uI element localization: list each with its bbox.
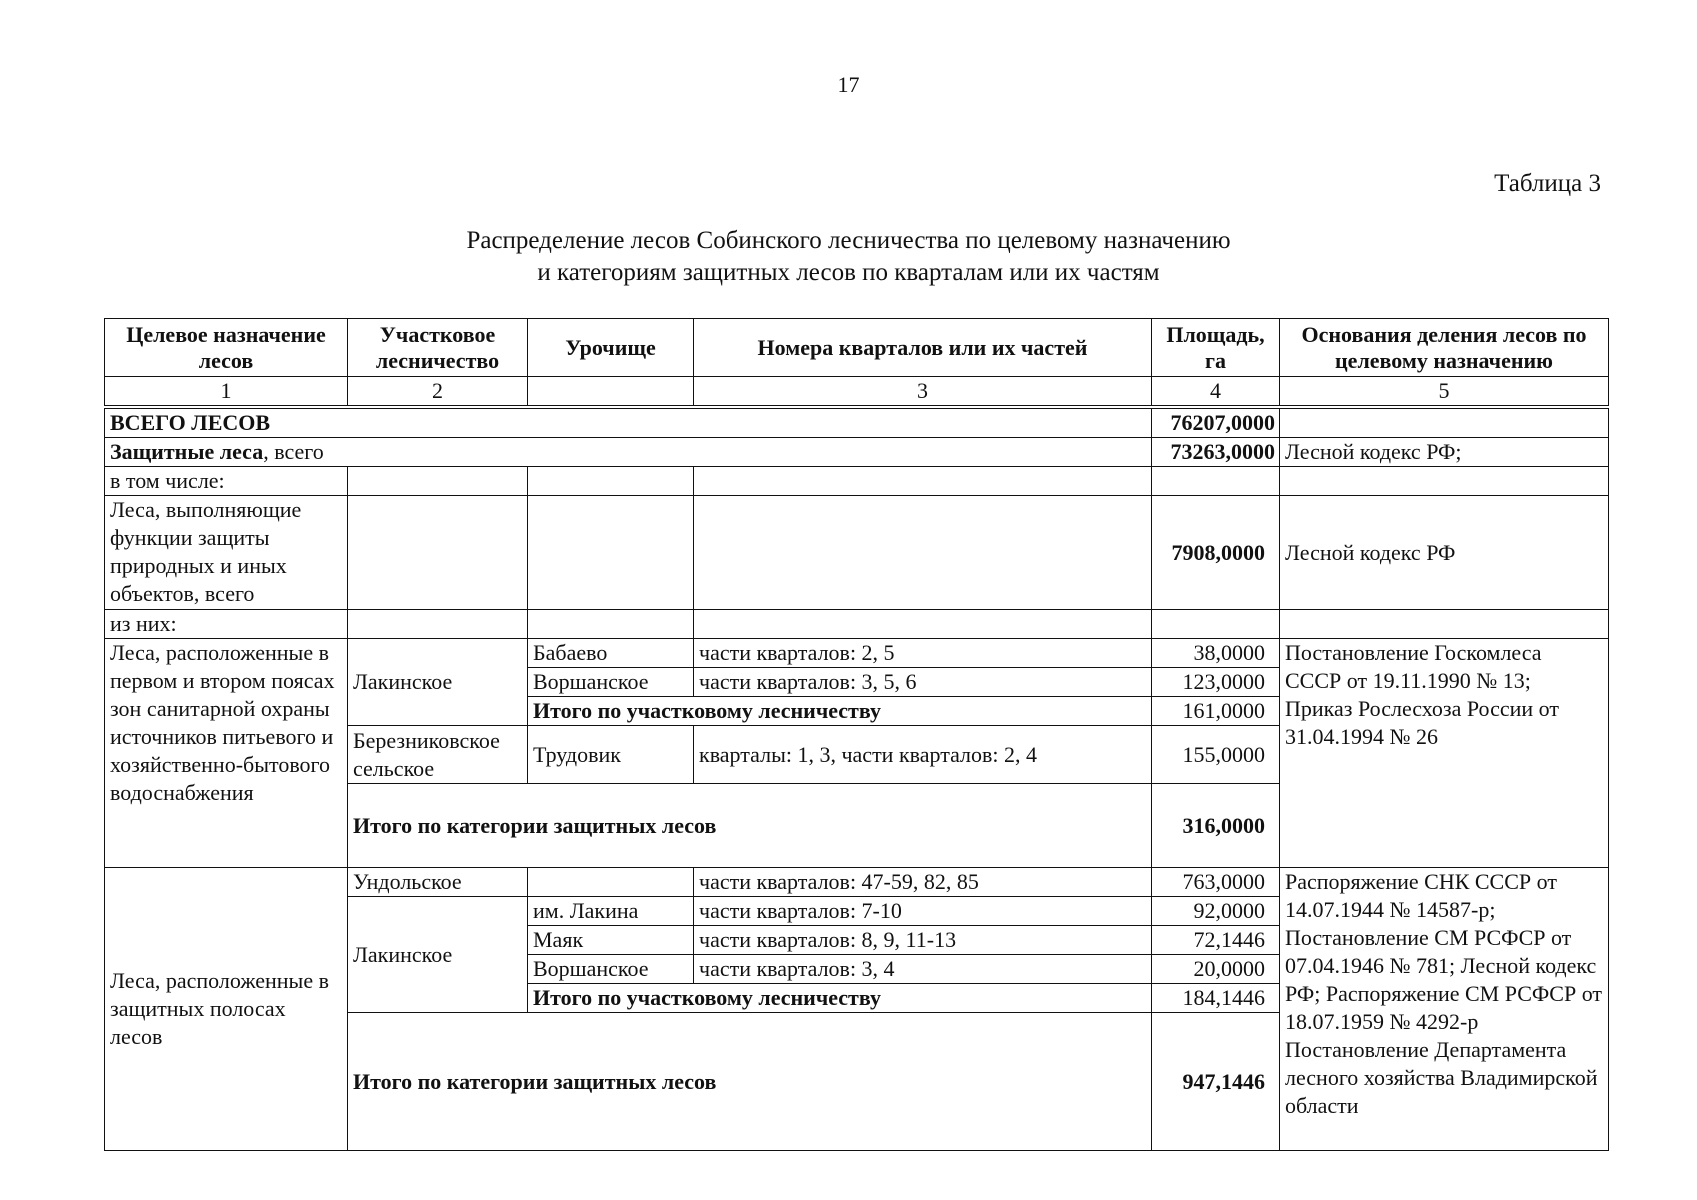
table-row xyxy=(105,868,1609,897)
empty-cell xyxy=(1152,467,1280,496)
protective-area: 73263,0000 xyxy=(1152,438,1280,467)
tract-cell: Трудовик xyxy=(528,726,694,784)
tract-cell: Воршанское xyxy=(528,668,694,697)
tract-cell: Воршанское xyxy=(528,955,694,984)
empty-cell xyxy=(528,496,694,610)
quarters-cell: кварталы: 1, 3, части кварталов: 2, 4 xyxy=(694,726,1152,784)
area-cell: 20,0000 xyxy=(1152,955,1280,984)
belts-label: Леса, расположенные в защитных полосах лесов xyxy=(105,868,348,1151)
document-title xyxy=(0,225,1697,289)
protective-label-bold: Защитные леса xyxy=(110,439,264,464)
total-basis xyxy=(1280,407,1609,438)
quarters-cell: части кварталов: 47-59, 82, 85 xyxy=(694,868,1152,897)
area-cell: 155,0000 xyxy=(1152,726,1280,784)
sanitary-district-2: Березниковское сельское xyxy=(348,726,528,784)
empty-cell xyxy=(528,610,694,639)
including-row xyxy=(105,467,1609,496)
quarters-cell: части кварталов: 8, 9, 11-13 xyxy=(694,926,1152,955)
header-quarters: Номера кварталов или их частей xyxy=(694,319,1152,377)
belts-category-total-area: 947,1446 xyxy=(1152,1013,1280,1151)
sanitary-district-1: Лакинское xyxy=(348,639,528,726)
quarters-cell: части кварталов: 2, 5 xyxy=(694,639,1152,668)
area-cell: 123,0000 xyxy=(1152,668,1280,697)
title-line-2: и категориям защитных лесов по кварталам или их частям xyxy=(537,259,1160,286)
empty-cell xyxy=(528,467,694,496)
tract-cell: Маяк xyxy=(528,926,694,955)
belts-basis: Распоряжение СНК СССР от 14.07.1944 № 14587-р; Постановление СМ РСФСР от 07.04.1946 № 781; Лесной кодекс РФ; Распоряжение СМ РСФСР от 18.07.1959 № 4292-р Постановление Департамента лесного хозяйства Владимирской области xyxy=(1280,868,1609,1151)
belts-district-1: Ундольское xyxy=(348,868,528,897)
title-line-1: Распределение лесов Собинского лесничества по целевому назначению xyxy=(466,227,1231,254)
col-number-empty xyxy=(528,377,694,408)
col-number-5: 5 xyxy=(1280,377,1609,408)
empty-cell xyxy=(694,467,1152,496)
functions-basis: Лесной кодекс РФ xyxy=(1280,496,1609,610)
including-label: в том числе: xyxy=(105,467,348,496)
total-row xyxy=(105,407,1609,438)
table-row xyxy=(105,639,1609,668)
empty-cell xyxy=(1280,467,1609,496)
protective-label-rest: , всего xyxy=(263,439,324,464)
sanitary-basis: Постановление Госкомлеса СССР от 19.11.1990 № 13; Приказ Рослесхоза России от 31.04.1994 № 26 xyxy=(1280,639,1609,868)
header-district: Участковое лесничество xyxy=(348,319,528,377)
of-them-row xyxy=(105,610,1609,639)
header-basis: Основания деления лесов по целевому назначению xyxy=(1280,319,1609,377)
quarters-cell: части кварталов: 7-10 xyxy=(694,897,1152,926)
protective-basis: Лесной кодекс РФ; xyxy=(1280,438,1609,467)
area-cell: 72,1446 xyxy=(1152,926,1280,955)
quarters-cell: части кварталов: 3, 4 xyxy=(694,955,1152,984)
of-them-label: из них: xyxy=(105,610,348,639)
sanitary-category-total-label: Итого по категории защитных лесов xyxy=(348,784,1152,868)
table-label: Таблица 3 xyxy=(1494,170,1601,197)
functions-row xyxy=(105,496,1609,610)
col-number-2: 2 xyxy=(348,377,528,408)
protective-row xyxy=(105,438,1609,467)
functions-area: 7908,0000 xyxy=(1152,496,1280,610)
total-area: 76207,0000 xyxy=(1152,407,1280,438)
column-number-row xyxy=(105,377,1609,408)
col-number-3: 3 xyxy=(694,377,1152,408)
belts-subtotal-area: 184,1446 xyxy=(1152,984,1280,1013)
header-row xyxy=(105,319,1609,377)
forest-distribution-table xyxy=(104,318,1609,1151)
empty-cell xyxy=(1152,610,1280,639)
quarters-cell: части кварталов: 3, 5, 6 xyxy=(694,668,1152,697)
empty-cell xyxy=(694,496,1152,610)
col-number-1: 1 xyxy=(105,377,348,408)
empty-cell xyxy=(348,467,528,496)
tract-cell: им. Лакина xyxy=(528,897,694,926)
page-number: 17 xyxy=(837,72,860,97)
empty-cell xyxy=(528,868,694,897)
sanitary-subtotal-area: 161,0000 xyxy=(1152,697,1280,726)
tract-cell: Бабаево xyxy=(528,639,694,668)
belts-subtotal-label: Итого по участковому лесничеству xyxy=(528,984,1152,1013)
empty-cell xyxy=(348,496,528,610)
header-tract: Урочище xyxy=(528,319,694,377)
area-cell: 763,0000 xyxy=(1152,868,1280,897)
empty-cell xyxy=(1280,610,1609,639)
functions-label: Леса, выполняющие функции защиты природных и иных объектов, всего xyxy=(105,496,348,610)
sanitary-subtotal-label: Итого по участковому лесничеству xyxy=(528,697,1152,726)
belts-district-2: Лакинское xyxy=(348,897,528,1013)
col-number-4: 4 xyxy=(1152,377,1280,408)
protective-label xyxy=(105,438,1152,467)
header-purpose: Целевое назначение лесов xyxy=(105,319,348,377)
header-area: Площадь, га xyxy=(1152,319,1280,377)
area-cell: 92,0000 xyxy=(1152,897,1280,926)
area-cell: 38,0000 xyxy=(1152,639,1280,668)
empty-cell xyxy=(348,610,528,639)
empty-cell xyxy=(694,610,1152,639)
belts-category-total-label: Итого по категории защитных лесов xyxy=(348,1013,1152,1151)
total-label: ВСЕГО ЛЕСОВ xyxy=(105,407,1152,438)
sanitary-label: Леса, расположенные в первом и втором поясах зон санитарной охраны источников питьевого и хозяйственно-бытового водоснабжения xyxy=(105,639,348,868)
sanitary-category-total-area: 316,0000 xyxy=(1152,784,1280,868)
